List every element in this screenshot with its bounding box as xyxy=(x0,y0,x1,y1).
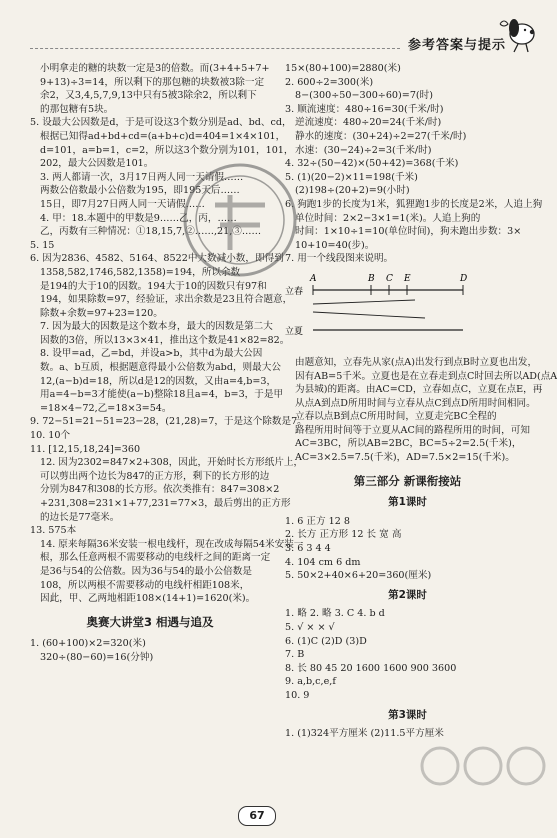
answer-line: 逆流速度：480÷20=24(千米/时) xyxy=(295,117,442,129)
point-label: E xyxy=(404,273,411,284)
answer-line: 7. 用一个线段图来说明。 xyxy=(285,253,394,265)
answer-line: 3. 6 3 4 4 xyxy=(285,543,331,555)
answer-line: 7. 因为最大的因数是这个数本身，最大的因数是第二大 xyxy=(40,321,273,333)
answer-line: 5. √ × × √ xyxy=(285,622,335,633)
answer-line: AC=3×2.5=7.5(千米)，AD=7.5×2=15(千米)。 xyxy=(295,452,515,464)
section-title: 第三部分 新课衔接站 xyxy=(353,473,462,488)
answer-line: 194，如果除数=97，经验证，求出余数是23且符合题意， xyxy=(40,294,293,306)
answer-line: 10. 10个 xyxy=(30,430,71,442)
answer-line: d=101，a=b=1，c=2，所以这3个数分别为101，101， xyxy=(40,144,294,156)
answer-line: 1. (1)324平方厘米 (2)11.5平方厘米 xyxy=(285,728,444,740)
answer-line: 两数公倍数最小公倍数为195，即195天后…… xyxy=(40,185,240,197)
answer-line: 6. 狗跑1步的长度为1米，狐狸跑1步的长度是2米，人追上狗 xyxy=(285,198,543,210)
answer-line: 7. B xyxy=(285,649,305,661)
answer-line: 3. 顺流速度：480÷16=30(千米/时) xyxy=(285,103,444,115)
answer-line: 立春以点B到点C所用时间，立夏走完BC全程的 xyxy=(295,411,497,423)
header-rule xyxy=(30,48,400,49)
answer-line: 2. 长方 正方形 12 长 宽 高 xyxy=(285,529,402,541)
answer-line: 小明拿走的糖的块数一定是3的倍数。而(3+4+5+7+ xyxy=(40,63,270,74)
section-title: 第1课时 xyxy=(388,496,427,509)
answer-line: 因有AB=5千米。立夏也是在立春走到点C时回去所以AD(点A xyxy=(295,370,557,382)
page-number: 67 xyxy=(238,806,276,826)
answer-line: 202，最大公因数是101。 xyxy=(40,158,154,170)
answer-line: 因此，甲、乙两地相距108×(14+1)=1620(米)。 xyxy=(40,593,256,605)
answer-line: 1. (60+100)×2=320(米) xyxy=(30,638,146,650)
answer-line: 从点A到点D所用时间与立春从点C到点D所用时间相同。 xyxy=(295,397,536,409)
point-label: B xyxy=(368,273,375,284)
section-title: 第3课时 xyxy=(388,708,427,721)
answer-stamp-watermark xyxy=(175,155,305,285)
answer-line: 单位时间：2×2−3×1=1(米)。人追上狗的 xyxy=(295,212,481,224)
answer-line: (2)198÷(20+2)=9(小时) xyxy=(295,185,410,197)
answer-line: 4. 104 cm 6 dm xyxy=(285,556,361,568)
answer-line: 9. a,b,c,e,f xyxy=(285,676,336,688)
answer-line: 是36与54的公倍数。因为36与54的最小公倍数是 xyxy=(40,565,252,577)
answer-line: 1358,582,1746,582,1358)=194，所以余数 xyxy=(40,266,241,278)
answer-line: 根据已知得ad+bd+cd=(a+b+c)d=404=1×4×101， xyxy=(40,130,286,142)
point-label: A xyxy=(310,273,317,284)
answer-line: 10+10=40(步)。 xyxy=(295,239,375,251)
answer-line: 13. 575本 xyxy=(30,525,77,537)
answer-line: 用a=4−b=3才能使(a−b)整除18且a=4，b=3，于是甲 xyxy=(40,389,284,401)
answer-line: 15日，即7月27日两人同一天请假…… xyxy=(40,198,205,210)
answer-line: +231,308=231×1+77,231=77×3，最后剪出的正方形 xyxy=(40,498,291,509)
answer-line: 14. 原来每隔36米安装一根电线杆，现在改成每隔54米安装一 xyxy=(40,538,304,550)
answer-line: 因数的3倍，所以13×3×41，推出这个数是41×82=82。 xyxy=(40,334,290,346)
answer-line: 数。a、b互质，根据题意得最小公倍数为abd，则最大公 xyxy=(40,362,281,374)
answer-line: 余2，又3,4,5,7,9,13中只有5被3除余2，所以剩下 xyxy=(40,90,257,102)
answer-line: 分别为847和308的长方形。依次类推有：847=308×2 xyxy=(40,484,280,496)
answer-line: 的那包糖有5块。 xyxy=(40,103,114,115)
answer-line: 4. 32÷(50−42)×(50+42)=368(千米) xyxy=(285,158,459,170)
answer-line: 5. 设最大公因数是d，于是可设这3个数分别是ad、bd、cd， xyxy=(30,117,292,129)
answer-line: 为县城)的距离。由AC=CD，立春如点C，立夏在点E，再 xyxy=(295,384,543,396)
answer-line: 5. (1)(20−2)×11=198(千米) xyxy=(285,171,418,183)
site-watermark-logo xyxy=(418,728,548,828)
answer-line: 时间：1×10÷1=10(单位时间)，狗未跑出步数：3× xyxy=(295,226,522,238)
top-label: 立春 xyxy=(285,286,304,297)
right-column xyxy=(285,62,557,741)
answer-line: 9+13)÷3=14，所以剩下的那包糖的块数被3除一定 xyxy=(40,76,265,88)
answer-line: 静水的速度：(30+24)÷2=27(千米/时) xyxy=(295,130,467,142)
answer-line: 的边长是77毫米。 xyxy=(40,511,120,523)
answer-line: 320÷(80−60)=16(分钟) xyxy=(40,651,154,663)
answer-line: 6. (1)C (2)D (3)D xyxy=(285,635,367,647)
line-segment-diagram xyxy=(285,268,530,354)
answer-line: 108，所以两根不需要移动的电线杆相距108米， xyxy=(40,579,250,591)
section-title: 奥赛大讲堂3 相遇与追及 xyxy=(86,614,214,629)
answer-line: 8. 设甲=ad，乙=bd，并设a>b，其中d为最大公因 xyxy=(40,348,263,360)
header-title: 参考答案与提示 xyxy=(408,38,507,53)
answer-line: 水速：(30−24)÷2=3(千米/时) xyxy=(295,144,432,156)
diagram-svg xyxy=(285,268,525,354)
point-label: D xyxy=(460,273,468,284)
answer-line: 乙，丙数有三种情况：①18,15,7,②……,21,③…… xyxy=(40,226,262,238)
answer-line: 3. 两人都请一次，3月17日两人同一天请假…… xyxy=(40,171,244,183)
answer-line: 12. 因为2302=847×2+308，因此，开始时长方形纸片上， xyxy=(40,457,304,469)
answer-line: 5. 50×2+40×6+20=360(厘米) xyxy=(285,570,432,582)
answer-line: 1. 6 正方 12 8 xyxy=(285,515,350,527)
answer-line: 4. 甲：18.本题中的甲数是9……乙，丙，…… xyxy=(40,212,237,224)
answer-line: 除数+余数=97+23=120。 xyxy=(40,307,163,319)
point-label: C xyxy=(386,273,393,284)
answer-line: 根，那么任意两根不需要移动的电线杆之间的距离一定 xyxy=(40,552,271,564)
answer-line: 可以剪出两个边长为847的正方形，剩下的长方形的边 xyxy=(40,470,270,482)
page-header xyxy=(0,0,556,58)
bottom-label: 立夏 xyxy=(285,326,304,337)
answer-line: 10. 9 xyxy=(285,689,310,701)
answer-line: AC=3BC，所以AB=2BC，BC=5÷2=2.5(千米)， xyxy=(295,438,522,450)
answer-line: 1. 略 2. 略 3. C 4. b d xyxy=(285,608,385,620)
answer-line: 9. 72−51=21−51=23−28，(21,28)=7，于是这个除数是7。 xyxy=(30,416,307,428)
arrow-line xyxy=(313,300,415,304)
arrow-line xyxy=(313,312,425,318)
answer-line: 8−(300÷50−300÷60)=7(时) xyxy=(295,90,434,102)
answer-line: 2. 600÷2=300(米) xyxy=(285,76,374,88)
answer-line: 6. 因为2836、4582、5164、8522中大数减小数，即得到 xyxy=(30,253,284,265)
answer-line: 路程所用时间等于立夏从AC间的路程所用的时间，可知 xyxy=(295,424,530,436)
snoopy-mascot-icon xyxy=(494,14,544,54)
answer-line: 11. [12,15,18,24]=360 xyxy=(30,443,141,455)
section-title: 第2课时 xyxy=(388,588,427,601)
answer-line: 5. 15 xyxy=(30,239,55,251)
answer-line: 由题意知，立春先从家(点A)出发行到点B时立夏也出发， xyxy=(295,356,538,368)
answer-line: 是194的大于10的因数。194大于10的因数只有97和 xyxy=(40,280,267,292)
answer-line: 12,(a−b)d=18，所以d是12的因数，又由a=4,b=3， xyxy=(40,375,277,387)
answer-line: 15×(80+100)=2880(米) xyxy=(285,63,401,74)
answer-line: 8. 长 80 45 20 1600 1600 900 3600 xyxy=(285,662,457,674)
answer-line: =18×4−72,乙=18×3=54。 xyxy=(40,402,172,414)
